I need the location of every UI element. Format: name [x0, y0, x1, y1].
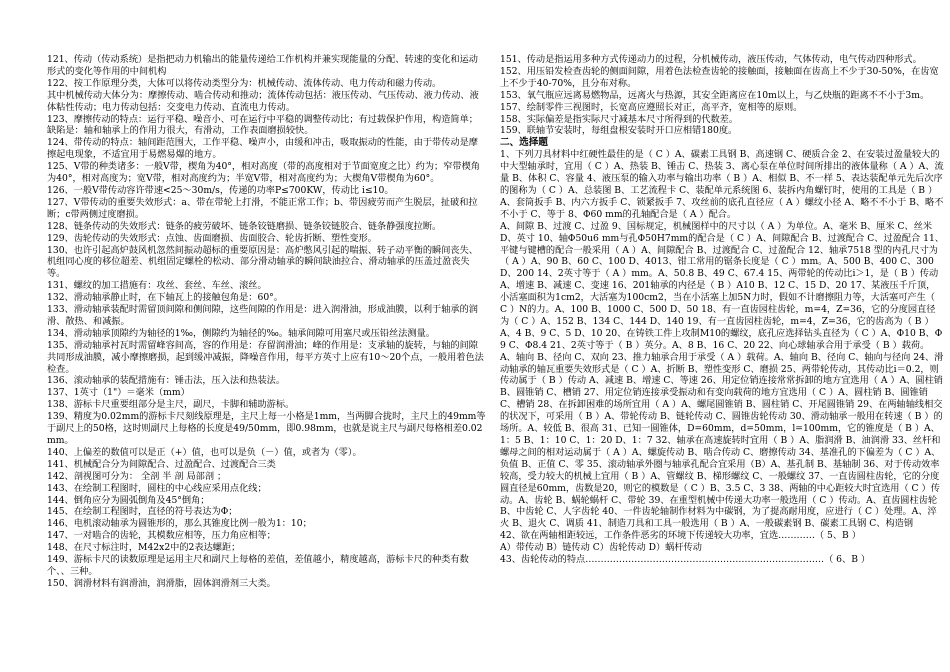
left-paragraph: 124、带传动的特点：轴间距范围大，工作平稳、噪声小，由缓和冲击，吸取振动的性能，由于带传动是摩擦起电现象，不适宜用于易燃易爆的地方。: [47, 137, 478, 161]
left-paragraph: 145、在绘制工程图时，直径的符号表达为Φ；: [47, 506, 238, 518]
right-paragraph: 152、用压铅发检查齿轮的侧面间隙，用着色法检查齿轮的接触面，接触面在齿高上不少于30-50%，在齿宽上不少于40-70%，且分布对称。: [500, 65, 939, 89]
right-paragraph: A）带传动 B）链传动 C）齿轮传动 D）蜗杆传动: [500, 542, 702, 554]
left-paragraph: 133、滑动轴承装配时需留顶间隙和侧间隙，这些间隙的作用是：进入润滑油，形成油膜，以利于轴承的润滑、散热、和减振。: [47, 304, 478, 327]
left-paragraph: 138、游标卡尺重要组部分是主尺，副尺，卡脚和辅助游标。: [47, 399, 295, 411]
left-paragraph: 142、剖视图可分为： 全剖 半 剖 局部剖 ；: [47, 470, 227, 482]
left-paragraph: 132、滑动轴承静止时，在下轴瓦上的接触包角是：60°。: [47, 292, 283, 304]
right-paragraph: 159、联轴节安装时，每组盘根安装时开口应相错180度。: [500, 125, 738, 137]
left-paragraph: 134、滑动轴承顶隙约为轴径的1‰，侧隙约为轴径的‰。轴承间隙可用塞尺或压铅丝法测量。: [47, 327, 435, 339]
right-paragraph: 1、下列刀具材料中红硬性最佳的是（ C ）A、碳素工具钢 B、高速钢 C、硬质合金 2、在安装过盈量较大的中大型轴承时，宜用（ C ）A、热装 B、锤击 C、热装 3、离心泵在单位时间所排出的液体量称（ A ）A、流量 B、体积 C、容量 4、液压泵的输入功率与输出功率（ B ）A、相似 B、不一样 5、表达装配单元先后次序的图称为（ C ）A、总装图 B、工艺流程卡 C、装配单元系统图 6、装拆内角螺钉时，使用的工具是（ B ）A、套筒扳手 B、内六方扳手 C、锁紧扳手 7、攻丝前的底孔直径应（ A ）螺纹小径 A、略不不小于 B、略不不小于 C、等于 8、Φ60 mm的孔轴配合是（ A ）配合。: [500, 149, 944, 220]
left-paragraph: 149、游标卡尺的读数原理是运用主尺和副尺上每格的差值，差值越小，精度越高，游标卡尺的种类有数个、、三种。: [47, 554, 469, 577]
left-paragraph: 130、也许引起高炉鼓风机忽然间振动超标的重要原因是：高炉憋风引起的喘振、转子动平衡的瞬间丧失、机组同心度的移位超差、机组固定螺栓的松动、部分滑动轴承的瞬间缺油拉合、滑动轴承的压盖过盈丧失等。: [47, 244, 478, 280]
left-paragraph: 143、在绘制工程图时，圆柱的中心线应采用点化线；: [47, 482, 267, 494]
left-text-column: [47, 54, 487, 590]
right-paragraph: 151、传动是指运用多种方式传递动力的过程，分机械传动，液压传动，气体传动，电气传动四种形式。: [500, 54, 922, 65]
left-paragraph: 128、链条传动的失效形式：链条的疲劳破坏、链条铰链磨损、链条铰链胶合、链条静强度拉断。: [47, 220, 442, 232]
right-paragraph: A、间隙 B、过渡 C、过盈 9、国标规定，机械图样中的尺寸以（ A ）为单位。A、毫米 B、厘米 C、丝米 D、英寸 10、轴Φ50u6 mm与孔Φ50H7mm的配合是（ C ）A、间隙配合 B、过渡配合 C、过盈配合 11、平键与键槽的配合一般采用（ A ）A、间隙配合 B、过渡配合 C、过盈配合 12、轴承7518 型的内孔尺寸为（ A ）A、90 B、60 C、100 D、4013、钳工常用的锯条长度是（ C ）mm。A、500 B、400 C、300 D、200 14、2英寸等于（ A ）mm。A、50.8 B、49 C、67.4 15、两带轮的传动比i＞1，是（ B ）传动 A、增速 B、减速 C、变速 16、201轴承的内径是（ B ）A10 B、12 C、15 D、20 17、某液压千斤顶，小活塞面积为1cm2，大活塞为100cm2，当在小活塞上加5N力时，假如不计磨擦阻力等，大活塞可产生（ C ）N的力。A、100 B、1000 C、500 D、50 18、有一直齿园柱齿轮，m=4，Z=36，它的分度园直径为（ C ）A、152 B、134 C、144 D、140 19、有一直齿园柱齿轮，m=4，Z=36，它的齿高为（ B ）A、4 B、9 C、5 D、10 20、在铸铁工件上攻制M10的螺纹，底孔应选择钻头直径为（ C ）A、Φ10 B、Φ9 C、Φ8.4 21、2英寸等于（ B ）英分。A、8 B、16 C、20 22、向心球轴承合用于承受（ B ）载荷。A、轴向 B、径向 C、双向 23、推力轴承合用于承受（ A ）载荷。A、轴向 B、径向 C、轴向与径向 24、滑动轴承的轴瓦重要失效形式是（ C ）A、折断 B、塑性变形 C、磨损 25、两带轮传动，其传动比i＝0.2，则传动属于（ B ）传动 A、减速 B、增速 C、等速 26、用定位销连接常常拆卸的地方宜选用（ A ）A、圆柱销 B、圆锥销 C、槽销 27、用定位销连接承受振动和有变向载荷的地方宜选用（ C ）A、圆柱销 B、圆锥销 C、槽销 28、在拆卸困难的场所宜用（ A ）A、螺尾圆锥销 B、圆柱销 C、开尾圆锥销 29、在两轴轴线相交的状况下，可采用（ B ）A、带轮传动 B、链轮传动 C、圆锥齿轮传动 30、滑动轴承一般用在转速（ B ）的场所。A、较低 B、很高 31、已知一圆锥体，D=60mm，d=50mm，l=100mm，它的锥度是（ B ）A、1：5 B、1：10 C、1：20 D、1：7 32、轴承在高速旋转时宜用（ B ）A、脂润滑 B、油润滑 33、丝杆和螺母之间的相对运动属于（ A ）A、螺旋传动 B、啮合传动 C、磨擦传动 34、基准孔的下偏差为（ C ）A、负值 B、正值 C、零 35、滚动轴承外圈与轴承孔配合宜采用（B）A、基孔制 B、基轴制 36、对于传动效率较高，受力较大的机械上宜用（ B ）A、管螺纹 B、梯形螺纹 C、一般螺纹 37、一直齿圆柱齿轮，它的分度圆直径是60mm，齿数是20，则它的模数是（ C ）B、3.5 C、3 38、两轴的中心距较大时宜选用（ C ）传动。A、齿轮 B、蜗轮蜗杆 C、带轮 39、在重型机械中传递大功率一般选用（ C ）传动。A、直齿圆柱齿轮 B、中齿轮 C、人字齿轮 40、一件齿轮轴制作材料为中碳钢，为了提高耐用度，应进行（ C ）处理。A、淬火 B、退火 C、调质 41、制造刀具和工具一般选用（ B ）A、一般碳素钢 B、碳素工具钢 C、构造钢: [500, 220, 944, 530]
right-paragraph: 42、欲在两轴相距较远，工作条件恶劣的环境下传递较大功率，宜选…………（ 5、B ）: [500, 530, 861, 542]
left-paragraph: 150、润滑材料有润滑油，润滑脂，固体润滑剂三大类。: [47, 577, 276, 589]
left-paragraph: 126、一般V带传动容许带速<25～30m/s，传递的功率P≤700KW，传动比 i≤10。: [47, 184, 394, 196]
right-paragraph: 43、齿轮传动的特点……………………………………………………………………（ 6、B ）: [500, 554, 871, 566]
left-paragraph: 122、按工作原理分类，大体可以将传动类型分为：机械传动、流体传动、电力传动和磁力传动。: [47, 77, 442, 89]
right-paragraph: 153、氧气瓶应远离易燃物品，远离火与热源，其安全距离应在10m以上，与乙炔瓶的距离不不小于3m。: [500, 89, 930, 101]
left-paragraph: 146、电机滚动轴承为圆锥形的，那么其锥度比例一般为1：10；: [47, 518, 312, 530]
right-paragraph: 158、实际偏差是指实际尺寸减基本尺寸所得到的代数差。: [500, 113, 739, 125]
left-paragraph: 125、V带的种类诸多：一般V带，楔角为40°，相对高度（带的高度相对于节面宽度之比）约为；窄带楔角为40°，相对高度为；宽V带，相对高度约为；半宽V带，相对高度约为；大楔角V带楔角为60°。: [47, 161, 480, 185]
left-paragraph: 141、机械配合分为间隙配合、过盈配合、过渡配合三类: [47, 458, 276, 470]
left-paragraph: 147、一对啮合的齿轮，其模数应相等，压力角应相等；: [47, 530, 276, 542]
left-paragraph: 127、V带传动的重要失效形式：a、带在带轮上打滑，不能正常工作；b、带因疲劳而产生脱层，扯破和拉断；c带两侧过度磨损。: [47, 196, 478, 220]
left-paragraph: 121、传动（传动系统）是指把动力机输出的能量传递给工作机构并兼实现能量的分配、转速的变化和运动形式的变化等作用的中间机构: [47, 54, 478, 77]
left-paragraph: 135、滑动轴承衬瓦时需留峰容间高，容的作用是：存留润滑油；峰的作用是：支承轴的旋转，与轴的间隙共同形成油膜，减小摩擦磨损，起到缓冲减振，降噪音作用，每平方英寸上应有10～20个点，一般用着色法检查。: [47, 339, 484, 375]
section-heading: 二、选择题: [500, 137, 548, 149]
left-paragraph: 129、齿轮传动的失效形式：点蚀、齿面磨损、齿面胶合、轮齿折断、塑性变形。: [47, 232, 377, 244]
left-paragraph: 148、在尺寸标注时，M42x2中的2表达螺距；: [47, 542, 241, 554]
left-paragraph: 139、精度为0.02mm的游标卡尺刻线原理是，主尺上每一小格是1mm，当两脚合拢时，主尺上的49mm等于副尺上的50格，这时则副尺上每格的长度是49/50mm，即0.98mm，也就是说主尺与副尺每格相差0.02mm。: [47, 411, 486, 446]
right-text-column: [500, 54, 944, 566]
left-paragraph: 131、螺纹的加工措施有：攻丝、套丝、车丝、滚丝。: [47, 280, 267, 292]
left-paragraph: 137、1英寸（1"）＝毫米（mm）: [47, 387, 190, 399]
right-paragraph: 157、绘制零件三视图时，长宽高应遵照长对正，高平齐，宽相等的原则。: [500, 101, 803, 113]
left-paragraph: 136、滚动轴承的装配措施有：锤击法，压入法和热装法。: [47, 375, 286, 387]
left-paragraph: 其中机械传动大体分为：摩擦传动、啮合传动和推动；流体传动包括：液压传动、气压传动、液力传动、液体粘性传动；电力传动包括：交变电力传动、直流电力传动。: [47, 89, 479, 113]
left-paragraph: 140、上偏差的数值可以是正（+）值，也可以是负（－）值，或者为（零）。: [47, 446, 362, 458]
left-paragraph: 123、摩擦传动的特点：运行平稳、噪音小、可在运行中平稳的调整传动比；有过载保护作用，构造简单；缺陷是：轴和轴承上的作用力很大，有滑动，工作表面磨损较快。: [47, 113, 478, 137]
left-paragraph: 144、倒角应分为圆弧倒角及45°倒角；: [47, 494, 210, 506]
